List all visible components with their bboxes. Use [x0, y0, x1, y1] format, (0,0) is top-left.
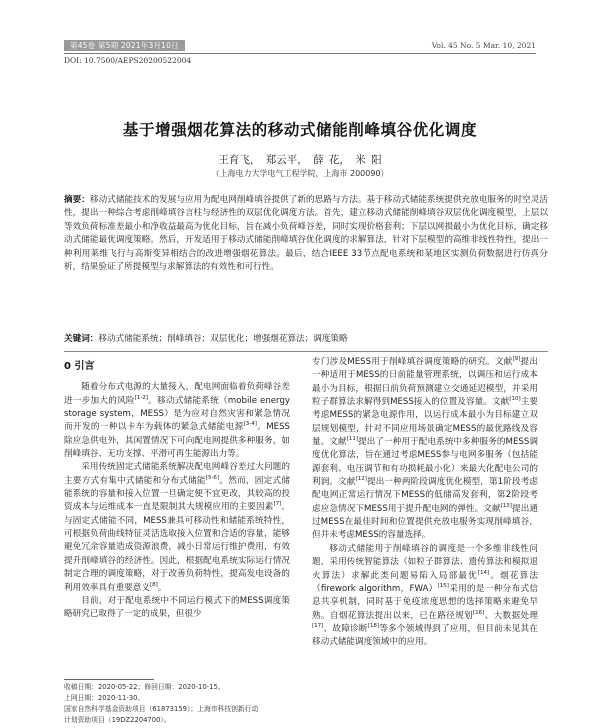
footnote-rule — [64, 679, 154, 680]
running-header — [64, 40, 536, 52]
abstract-text: 移动式储能技术的发展与应用为配电网削峰填谷提供了新的思路与方法。基于移动式储能系统提供充放电服务的时空灵活性，提出一种综合考虑削峰填谷言柱与经济性的双层优化调度方法。首先，建立移动式储能削峰填谷双层优化调度模型，上层以等效负荷标准差最小和净收益最高为优化目标，旨在减小负荷峰谷差，同时实现价格套利；下层以网损最小为优化目标，确定移动式储能最优调度策略。然后，开发适用于移动式储能削峰填谷优化调度的求解算法，针对下层模型的高维非线性特性，提出一种利用莱维飞行与高斯变异相结合的改进增强烟花算法。最后，结合IEEE 33节点配电系统和某地区实测负荷数据进行仿真分析，结果验证了所提模型与求解算法的有效性和可行性。 — [64, 195, 548, 273]
keywords-text: 移动式储能系统；削峰填谷；双层优化；增强烟花算法；调度策略 — [98, 334, 348, 344]
body-column-right — [312, 356, 538, 650]
footnote-online: 上网日期：2020-11-30。 — [64, 694, 145, 702]
keywords — [64, 332, 548, 344]
keywords-label: 关键词： — [64, 334, 99, 344]
journal-issue-label: 第45卷 第5期 2021年3月10日 — [64, 40, 185, 51]
abstract-label: 摘要： — [64, 195, 90, 205]
paper-authors: 王育飞， 郑云平， 薛 花， 米 阳 — [218, 154, 382, 166]
footnote-fund-line-1: 国家自然科学基金资助项目（61873159）；上海市科技创新行动 — [64, 705, 259, 713]
footnote — [64, 682, 290, 726]
footnote-received: 收稿日期：2020-05-22；修回日期：2020-10-15。 — [64, 683, 225, 691]
intro-paragraph-3: 目前，对于配电系统中不同运行模式下的MESS调度策略研究已取得了一定的成果，但很少 — [64, 595, 290, 620]
header-rule — [64, 53, 536, 54]
intro-paragraph-2: 采用传统固定式储能系统解决配电网峰谷差过大问题的主要方式有集中式储能和分布式储能[5-6]。然而，固定式储能系统的容量和接入位置一旦确定便不宜更改，其较高的投资成本与运维成本一直是限制其大规模应用的主要因素[7]。与固定式储能不同，MESS兼具可移动性和储能系统特性，可根据负荷曲线特征灵活选取接入位置和合适的容量，能够避免冗余容量造成资源浪费，减小日常运行维护费用，有效提升削峰填谷的经济性。因此，根据配电系统实际运行情况制定合理的调度策略，对于改善负荷特性，提高发电设备的利用效率具有重要意义[8]。 — [64, 462, 290, 593]
volume-info: Vol. 45 No. 5 Mar. 10, 2021 — [431, 41, 536, 50]
paper-title: 基于增强烟花算法的移动式储能削峰填谷优化调度 — [122, 121, 478, 139]
section-heading: 0 引言 — [64, 361, 95, 372]
paper-affiliation: （上海电力大学电气工程学院，上海市 200090） — [211, 169, 389, 178]
doi: DOI: 10.7500/AEPS20200522004 — [64, 56, 192, 65]
footnote-fund-line-2: 计划资助项目（19DZ2204700）。 — [64, 716, 171, 724]
intro-paragraph-4: 移动式储能用于削峰填谷的调度是一个多维非线性问题，采用传统智能算法（如粒子群算法、遗传算法和模拟退火算法）求解此类问题易陷入局部最优[14]。烟花算法（firework algorithm，FWA）[15]采用的是一种分布式信息共享机制，同时基于免疫浓度思想的选择策略来避免早熟。自烟花算法提出以来，已在路径规划[16]、大数据处理[17]、故障诊断[18]等多个领域得到了应用，但目前未见其在移动式储能调度领域中的应用。 — [312, 543, 538, 648]
keywords-rule — [64, 351, 548, 352]
intro-paragraph-3-continued: 专门涉及MESS用于削峰填谷调度策略的研究。文献[9]提出一种适用于MESS的日前能量管理系统，以调压和运行成本最小为目标，根据日前负荷预测建立交通延迟模型，并采用粒子群算法求解得到MESS接入的位置及容量。文献[10]主要考虑MESS的紧急电源作用，以运行成本最小为目标建立双层规划模型，针对不同应用场景确定MESS的最优路线及容量。文献[11]提出了一种用于配电系统中多种服务的MESS调度优化算法，旨在通过考虑MESS参与电网多服务（包括能源套利、电压调节和有功损耗最小化）来最大化配电公司的利润。文献[12]提出一种两阶段调度优化模型，第1阶段考虑配电网正常运行情况下MESS的低储高发套利，第2阶段考虑应急情况下MESS用于提升配电网的弹性。文献[13]提出通过MESS在最佳时间和位置提供充放电服务实现削峰填谷，但并未考虑MESS的容量选择。 — [312, 356, 538, 541]
body-column-left — [64, 360, 290, 622]
abstract — [64, 194, 548, 274]
intro-paragraph-1: 随着分布式电源的大量接入，配电网面临着负荷峰谷差进一步加大的风险[1-2]。移动式储能系统（mobile energy storage system，MESS）是为应对自然灾害和紧急情况而开发的一种以卡车为载体的紧急式储能电源[3-4]。MESS除应急供电外，其闲置情况下可向配电网提供多种服务，如削峰填谷、无功支撑、平滑可再生能源出力等。 — [64, 382, 290, 460]
